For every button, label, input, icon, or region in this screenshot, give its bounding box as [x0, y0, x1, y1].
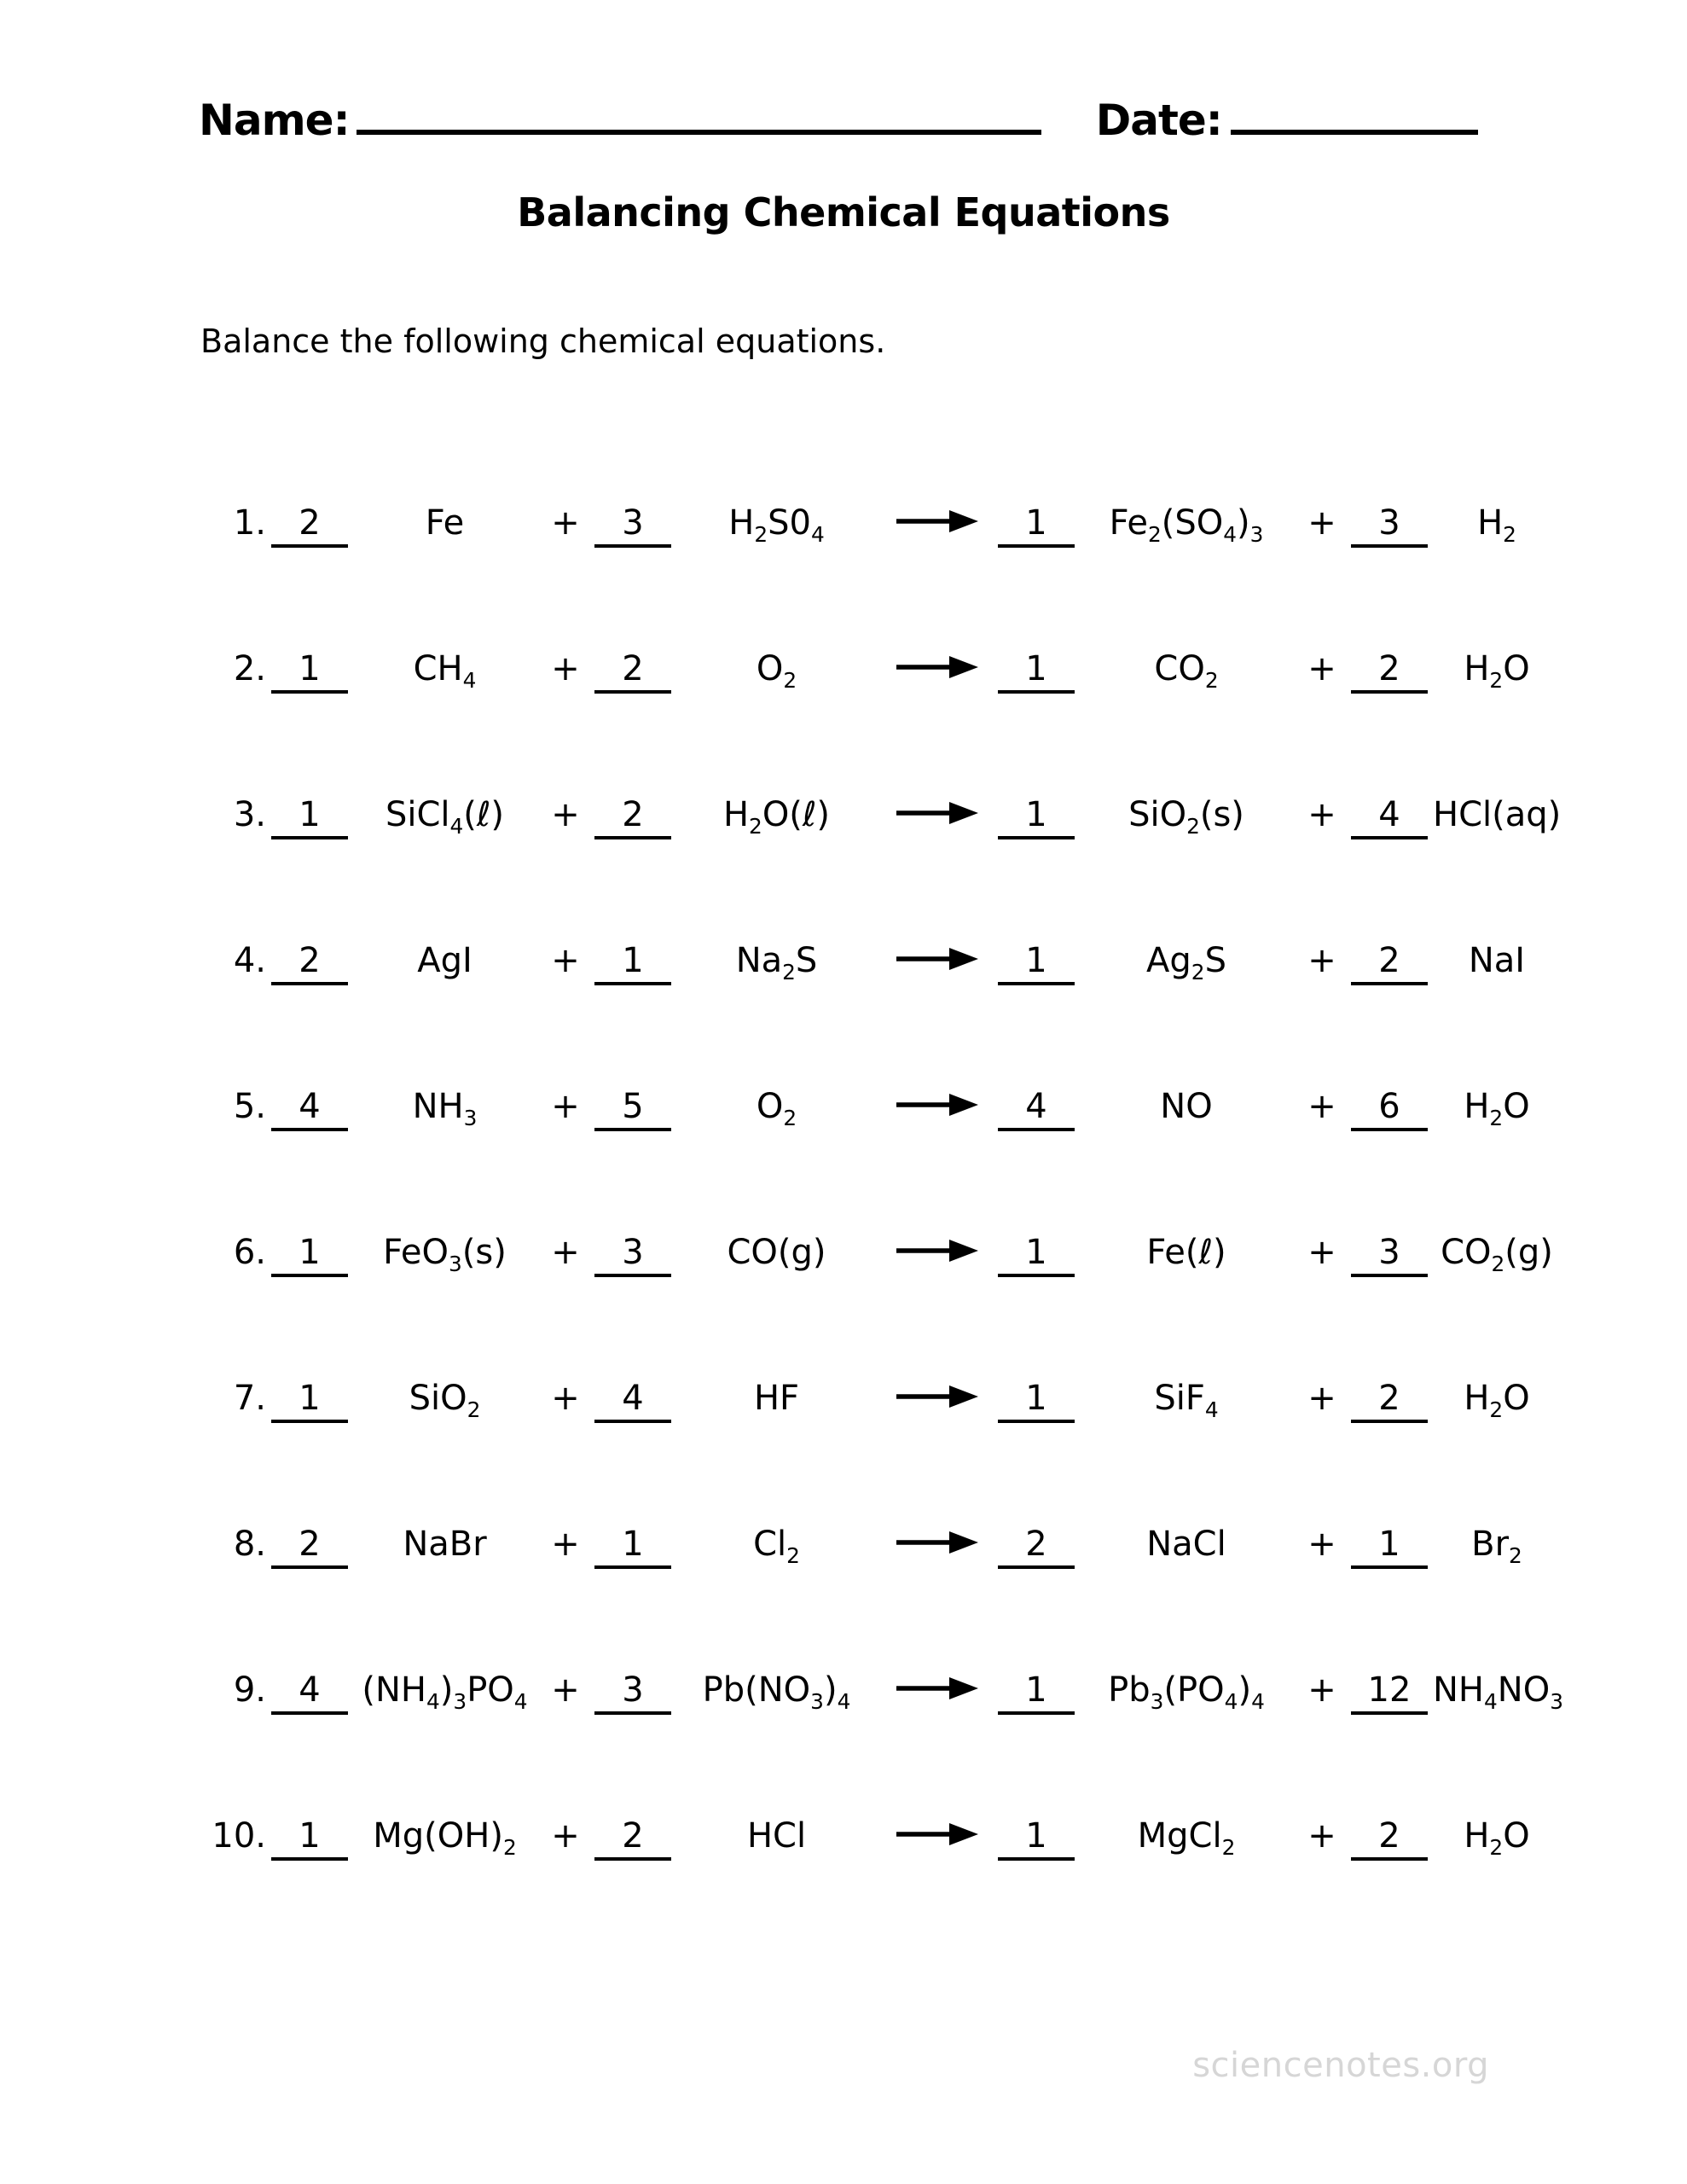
coefficient-blank [998, 1231, 1075, 1277]
name-label: Name: [199, 96, 350, 145]
coefficient-value: 2 [1025, 1525, 1047, 1564]
coefficient-blank [998, 939, 1075, 985]
coefficient-value: 2 [299, 1525, 321, 1564]
coefficient-value: 2 [622, 1816, 644, 1856]
product-1-formula: MgCl$_2$ [1137, 1816, 1236, 1860]
coefficient-blank [1351, 502, 1428, 548]
reactant-2-formula: $H_2O(\ell)$ [722, 795, 831, 839]
coefficient-blank [594, 1815, 671, 1861]
reactant-2-formula: $Pb(NO_3)_4$ [702, 1670, 851, 1714]
coefficient-value: 1 [1025, 503, 1047, 543]
coefficient-value: 12 [1367, 1670, 1412, 1710]
yields-arrow-icon [882, 1231, 993, 1274]
coefficient-blank [271, 1815, 348, 1861]
product-1-formula: NaCl [1146, 1525, 1226, 1564]
coefficient-blank [271, 939, 348, 985]
equation-row [205, 1085, 1561, 1132]
coefficient-value: 1 [1025, 1670, 1047, 1710]
coefficient-blank [1351, 1523, 1428, 1569]
coefficient-blank [594, 793, 671, 839]
product-1-formula: NO [1160, 1087, 1213, 1126]
coefficient-value: 5 [622, 1087, 644, 1126]
reactant-2-formula: $Cl_2$ [753, 1525, 800, 1568]
equation-row [205, 1815, 1561, 1862]
equation-row [205, 939, 1561, 986]
reactant-2-formula: $O_2$ [756, 1087, 797, 1130]
coefficient-blank [1351, 1231, 1428, 1277]
equation-number: 8. [233, 1525, 266, 1564]
plus-sign: + [1307, 941, 1336, 980]
coefficient-blank [271, 1377, 348, 1423]
product-2-formula: $H_2O$ [1464, 1087, 1530, 1130]
product-2-formula: $H_2O$ [1464, 1816, 1530, 1860]
header [199, 96, 1478, 145]
plus-sign: + [551, 503, 580, 543]
reactant-1-formula: $CH_4$ [413, 649, 477, 693]
coefficient-value: 2 [299, 503, 321, 543]
yields-arrow-icon [882, 939, 993, 982]
product-2-formula: $CO_2(g)$ [1441, 1233, 1553, 1276]
equation-number: 6. [233, 1233, 266, 1272]
plus-sign: + [551, 1670, 580, 1710]
coefficient-blank [1351, 1377, 1428, 1423]
equation-number: 5. [233, 1087, 266, 1126]
plus-sign: + [551, 941, 580, 980]
coefficient-blank [1351, 648, 1428, 694]
product-2-formula: HCl(aq) [1433, 795, 1562, 834]
product-1-formula: SiF$_4$ [1154, 1379, 1219, 1422]
reactant-2-formula: $Na_2S$ [735, 941, 818, 985]
equation-number: 7. [233, 1379, 266, 1418]
plus-sign: + [551, 649, 580, 688]
coefficient-blank [594, 1523, 671, 1569]
coefficient-blank [998, 1669, 1075, 1715]
product-2-formula: $Br_2$ [1471, 1525, 1522, 1568]
plus-sign: + [551, 1816, 580, 1856]
reactant-1-formula: FeO$_3$(s) [383, 1233, 507, 1276]
coefficient-blank [1351, 1085, 1428, 1131]
coefficient-value: 2 [1378, 1379, 1400, 1418]
name-blank-line [357, 130, 1041, 135]
yields-arrow-icon [882, 793, 993, 836]
coefficient-blank [1351, 793, 1428, 839]
coefficient-value: 3 [622, 1233, 644, 1272]
coefficient-blank [998, 648, 1075, 694]
coefficient-value: 2 [622, 795, 644, 834]
reactant-1-formula: AgI [417, 941, 472, 980]
coefficient-value: 1 [1025, 649, 1047, 688]
reactant-1-formula: $Mg(OH)_2$ [373, 1816, 517, 1860]
page-title: Balancing Chemical Equations [517, 189, 1170, 235]
coefficient-value: 1 [1025, 1379, 1047, 1418]
coefficient-blank [594, 1085, 671, 1131]
yields-arrow-icon [882, 502, 993, 544]
coefficient-blank [998, 1523, 1075, 1569]
plus-sign: + [1307, 1525, 1336, 1564]
coefficient-value: 1 [622, 941, 644, 980]
equation-row [205, 1523, 1561, 1570]
product-1-formula: $Fe_2(SO_4)_3$ [1109, 503, 1264, 547]
coefficient-blank [998, 793, 1075, 839]
coefficient-value: 1 [1025, 1233, 1047, 1272]
plus-sign: + [551, 1525, 580, 1564]
plus-sign: + [1307, 1233, 1336, 1272]
coefficient-value: 2 [1378, 1816, 1400, 1856]
plus-sign: + [1307, 503, 1336, 543]
coefficient-blank [998, 1085, 1075, 1131]
coefficient-blank [271, 1523, 348, 1569]
product-2-formula: $H_2O$ [1464, 649, 1530, 693]
coefficient-blank [594, 1231, 671, 1277]
equation-number: 10. [212, 1816, 266, 1856]
product-2-formula: $H_2O$ [1464, 1379, 1530, 1422]
coefficient-value: 3 [1378, 1233, 1400, 1272]
reactant-2-formula: CO(g) [727, 1233, 826, 1272]
coefficient-blank [271, 793, 348, 839]
yields-arrow-icon [882, 1815, 993, 1857]
coefficient-value: 4 [299, 1670, 321, 1710]
date-label: Date: [1095, 96, 1222, 145]
instruction-text: Balance the following chemical equations. [200, 322, 886, 360]
coefficient-blank [594, 1669, 671, 1715]
coefficient-blank [998, 1815, 1075, 1861]
yields-arrow-icon [882, 648, 993, 690]
coefficient-value: 3 [1378, 503, 1400, 543]
coefficient-value: 6 [1378, 1087, 1400, 1126]
equation-row [205, 502, 1561, 549]
coefficient-value: 4 [622, 1379, 644, 1418]
product-1-formula: SiO$_2$(s) [1128, 795, 1244, 839]
coefficient-value: 1 [299, 1379, 321, 1418]
equation-row [205, 1377, 1561, 1424]
product-2-formula: NaI [1468, 941, 1526, 980]
footer-watermark: sciencenotes.org [1192, 2046, 1489, 2085]
reactant-1-formula: $NH_3$ [412, 1087, 478, 1130]
coefficient-value: 1 [1025, 941, 1047, 980]
plus-sign: + [551, 1379, 580, 1418]
date-blank-line [1231, 130, 1478, 135]
plus-sign: + [1307, 1670, 1336, 1710]
coefficient-value: 4 [1378, 795, 1400, 834]
reactant-2-formula: $H_2S0_4$ [728, 503, 825, 547]
coefficient-blank [271, 1669, 348, 1715]
equation-row [205, 793, 1561, 840]
equation-number: 9. [233, 1670, 266, 1710]
plus-sign: + [1307, 1816, 1336, 1856]
equation-row [205, 1231, 1561, 1278]
coefficient-blank [594, 939, 671, 985]
plus-sign: + [1307, 1379, 1336, 1418]
reactant-1-formula: $(NH_4)_3PO_4$ [362, 1670, 528, 1714]
coefficient-blank [998, 502, 1075, 548]
coefficient-value: 3 [622, 503, 644, 543]
equation-number: 3. [233, 795, 266, 834]
equation-number: 4. [233, 941, 266, 980]
coefficient-value: 1 [1025, 1816, 1047, 1856]
plus-sign: + [1307, 1087, 1336, 1126]
reactant-1-formula: SiO$_2$ [409, 1379, 481, 1422]
coefficient-value: 1 [299, 649, 321, 688]
coefficient-blank [271, 502, 348, 548]
coefficient-blank [1351, 1669, 1428, 1715]
product-2-formula: $H_2$ [1477, 503, 1516, 547]
product-1-formula: Fe(ℓ) [1146, 1233, 1226, 1272]
yields-arrow-icon [882, 1523, 993, 1565]
coefficient-blank [271, 648, 348, 694]
coefficient-value: 1 [299, 1816, 321, 1856]
product-1-formula: $CO_2$ [1154, 649, 1219, 693]
coefficient-value: 2 [1378, 649, 1400, 688]
yields-arrow-icon [882, 1085, 993, 1128]
coefficient-value: 4 [1025, 1087, 1047, 1126]
coefficient-blank [594, 1377, 671, 1423]
plus-sign: + [551, 1087, 580, 1126]
reactant-1-formula: SiCl$_4$(ℓ) [385, 795, 505, 839]
reactant-2-formula: HCl [746, 1816, 807, 1856]
coefficient-blank [1351, 939, 1428, 985]
product-1-formula: $Ag_2S$ [1146, 941, 1226, 985]
coefficient-value: 1 [1025, 795, 1047, 834]
reactant-1-formula: Fe [425, 503, 465, 543]
coefficient-blank [271, 1231, 348, 1277]
reactant-1-formula: NaBr [403, 1525, 487, 1564]
coefficient-blank [594, 648, 671, 694]
reactant-2-formula: $O_2$ [756, 649, 797, 693]
coefficient-value: 2 [1378, 941, 1400, 980]
reactant-2-formula: HF [753, 1379, 800, 1418]
coefficient-blank [594, 502, 671, 548]
equation-number: 1. [233, 503, 266, 543]
plus-sign: + [551, 1233, 580, 1272]
coefficient-value: 3 [622, 1670, 644, 1710]
coefficient-value: 4 [299, 1087, 321, 1126]
coefficient-value: 2 [299, 941, 321, 980]
coefficient-blank [271, 1085, 348, 1131]
coefficient-value: 1 [299, 1233, 321, 1272]
equation-row [205, 1669, 1561, 1716]
plus-sign: + [551, 795, 580, 834]
coefficient-blank [998, 1377, 1075, 1423]
yields-arrow-icon [882, 1377, 993, 1420]
coefficient-blank [1351, 1815, 1428, 1861]
plus-sign: + [1307, 649, 1336, 688]
coefficient-value: 1 [1378, 1525, 1400, 1564]
equation-number: 2. [233, 649, 266, 688]
product-2-formula: $NH_4NO_3$ [1433, 1670, 1563, 1714]
coefficient-value: 1 [299, 795, 321, 834]
coefficient-value: 2 [622, 649, 644, 688]
coefficient-value: 1 [622, 1525, 644, 1564]
product-1-formula: $Pb_3(PO_4)_4$ [1108, 1670, 1265, 1714]
equation-row [205, 648, 1561, 694]
yields-arrow-icon [882, 1669, 993, 1711]
plus-sign: + [1307, 795, 1336, 834]
